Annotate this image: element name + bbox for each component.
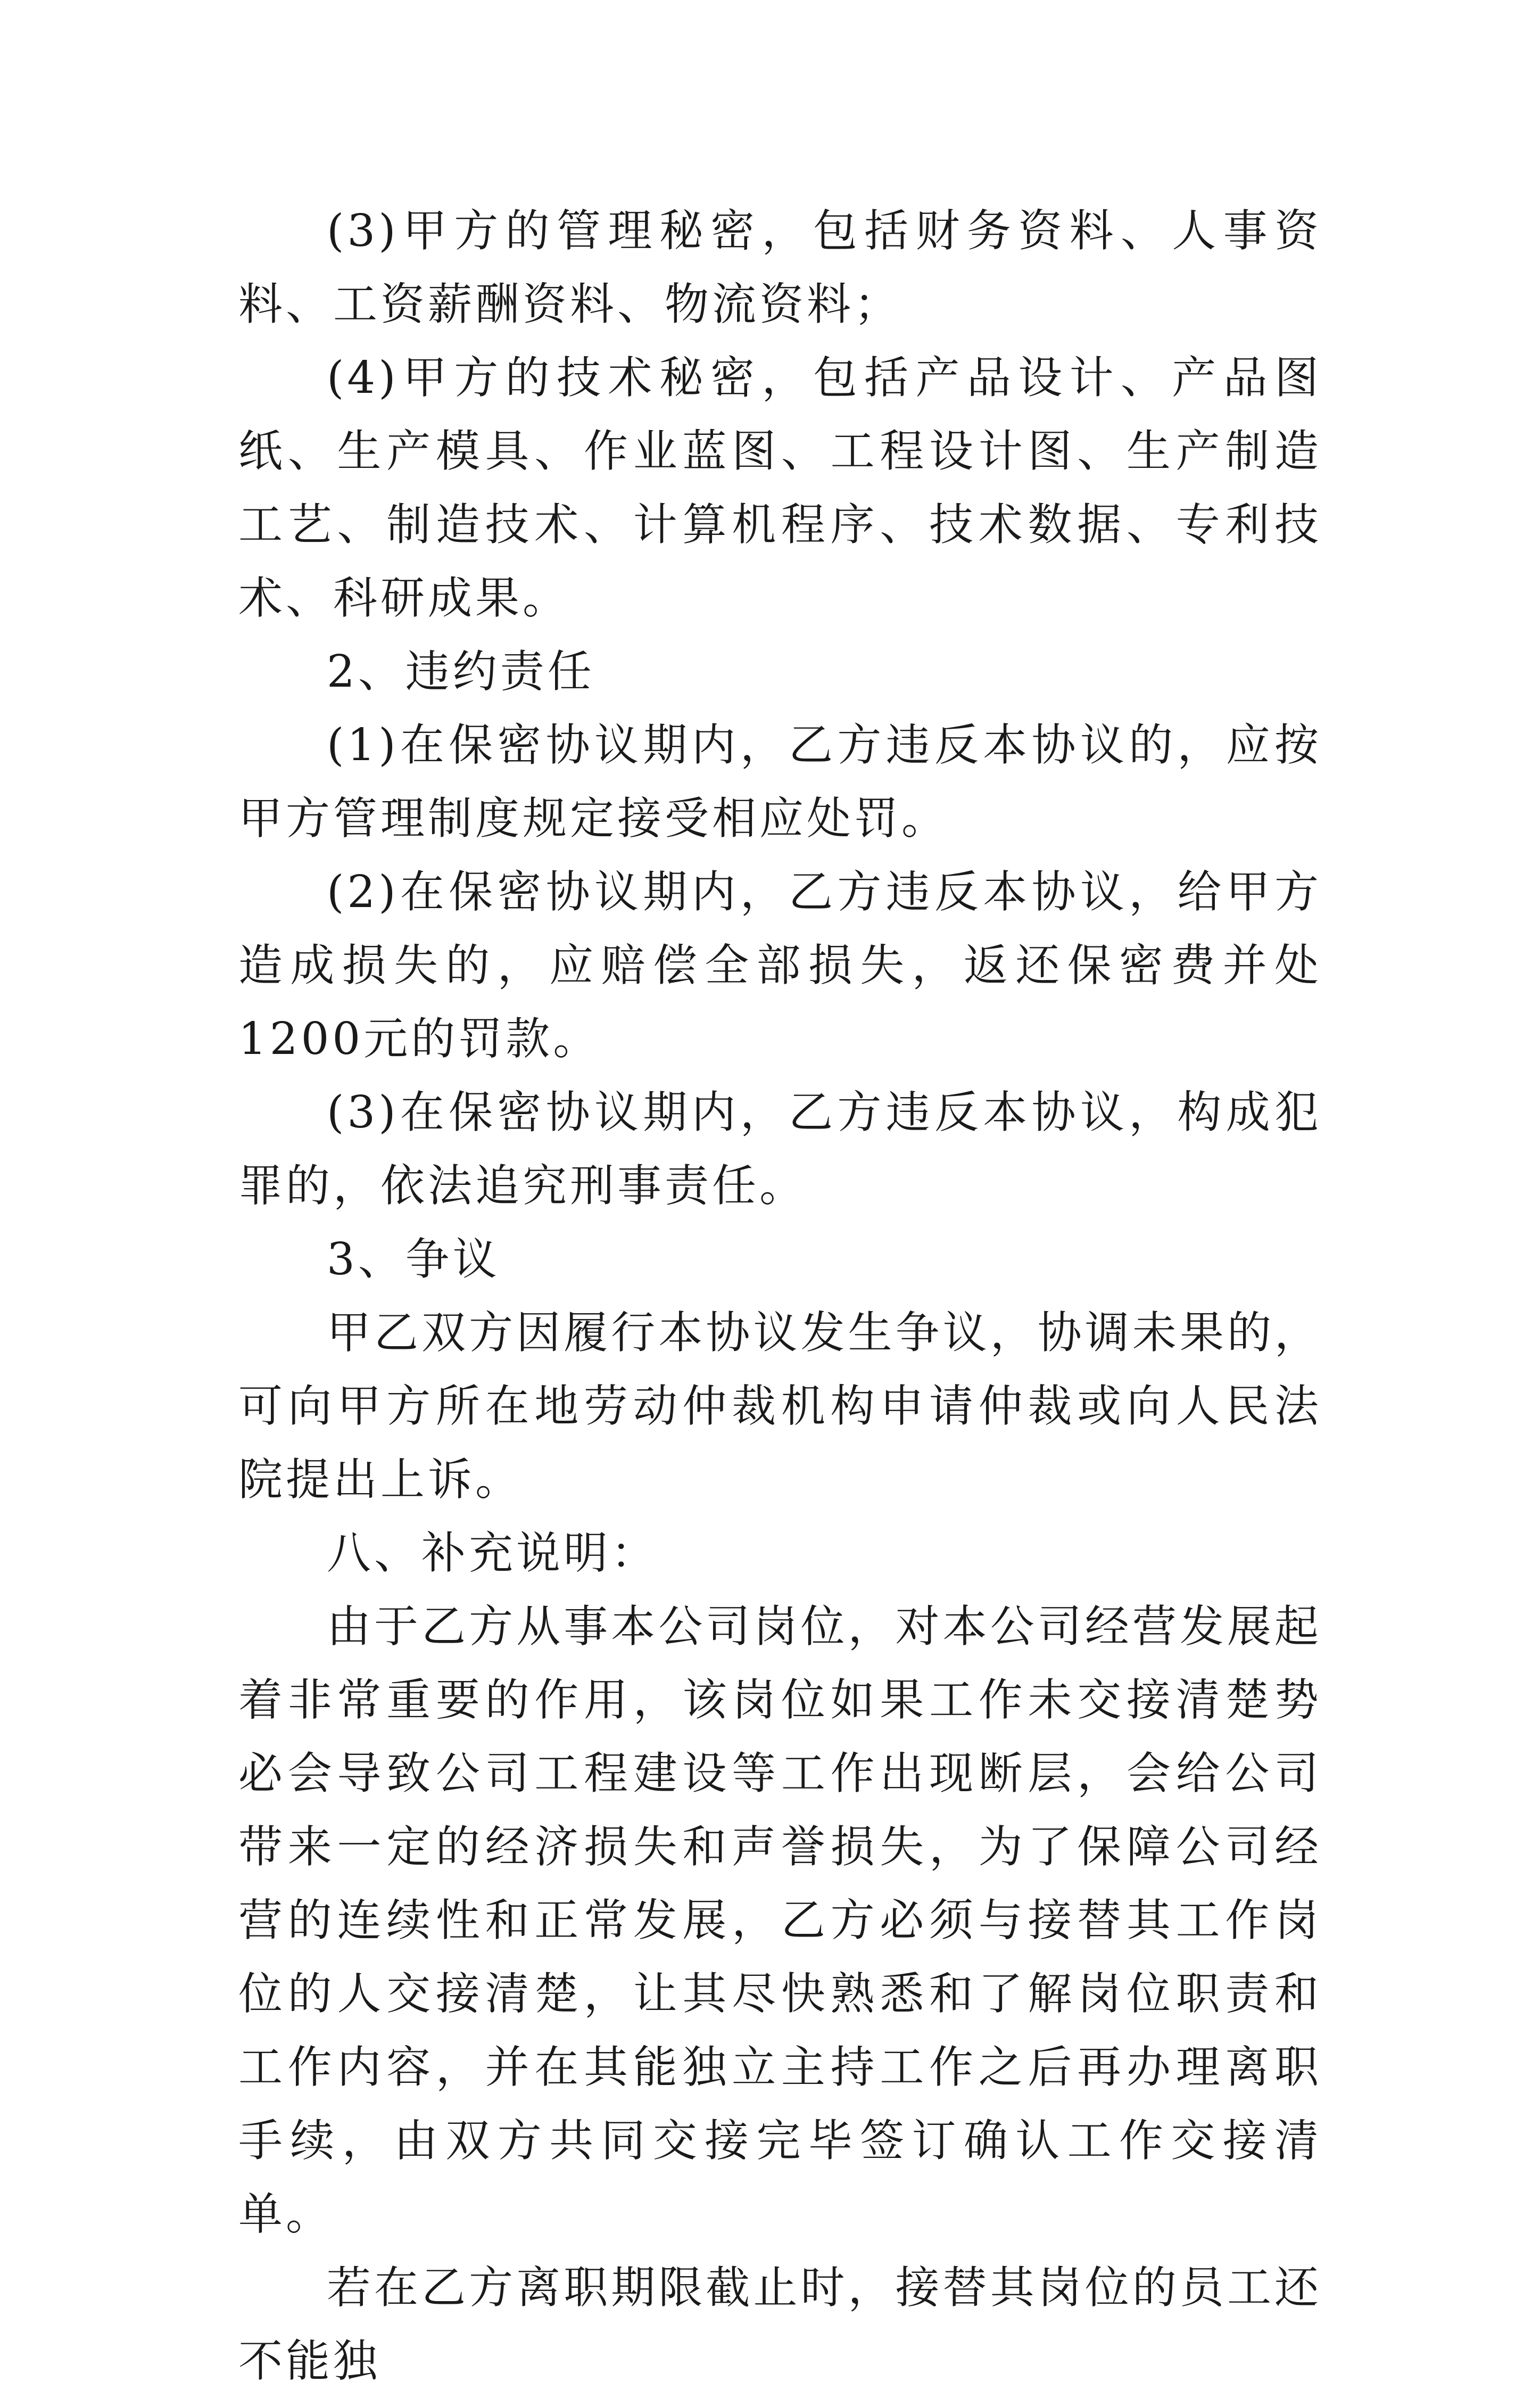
document-body bbox=[238, 194, 1322, 2398]
paragraph-management-secrets: (3)甲方的管理秘密，包括财务资料、人事资料、工资薪酬资料、物流资料； bbox=[238, 205, 1322, 330]
paragraph-breach-criminal: (3)在保密协议期内，乙方违反本协议，构成犯罪的，依法追究刑事责任。 bbox=[238, 1086, 1322, 1212]
heading-dispute: 3、争议 bbox=[327, 1233, 500, 1285]
paragraph-dispute: 甲乙双方因履行本协议发生争议，协调未果的，可向甲方所在地劳动仲裁机构申请仲裁或向人民法院提出上诉。 bbox=[238, 1307, 1322, 1505]
paragraph-handover: 由于乙方从事本公司岗位，对本公司经营发展起着非常重要的作用，该岗位如果工作未交接清楚势必会导致公司工程建设等工作出现断层，会给公司带来一定的经济损失和声誉损失，为了保障公司经营的连续性和正常发展，乙方必须与接替其工作岗位的人交接清楚，让其尽快熟悉和了解岗位职责和工作内容，并在其能独立主持工作之后再办理离职手续，由双方共同交接完毕签订确认工作交接清单。 bbox=[238, 1601, 1322, 2240]
heading-breach-liability: 2、违约责任 bbox=[327, 646, 595, 697]
paragraph-technical-secrets: (4)甲方的技术秘密，包括产品设计、产品图纸、生产模具、作业蓝图、工程设计图、生产制造工艺、制造技术、计算机程序、技术数据、专利技术、科研成果。 bbox=[238, 352, 1322, 624]
paragraph-breach-penalty: (1)在保密协议期内，乙方违反本协议的，应按甲方管理制度规定接受相应处罚。 bbox=[238, 719, 1322, 844]
heading-supplementary: 八、补充说明： bbox=[327, 1527, 658, 1579]
paragraph-breach-compensation: (2)在保密协议期内，乙方违反本协议，给甲方造成损失的，应赔偿全部损失，返还保密费并处1200元的罚款。 bbox=[238, 866, 1322, 1065]
paragraph-departure-deadline: 若在乙方离职期限截止时，接替其岗位的员工还不能独 bbox=[238, 2262, 1322, 2387]
